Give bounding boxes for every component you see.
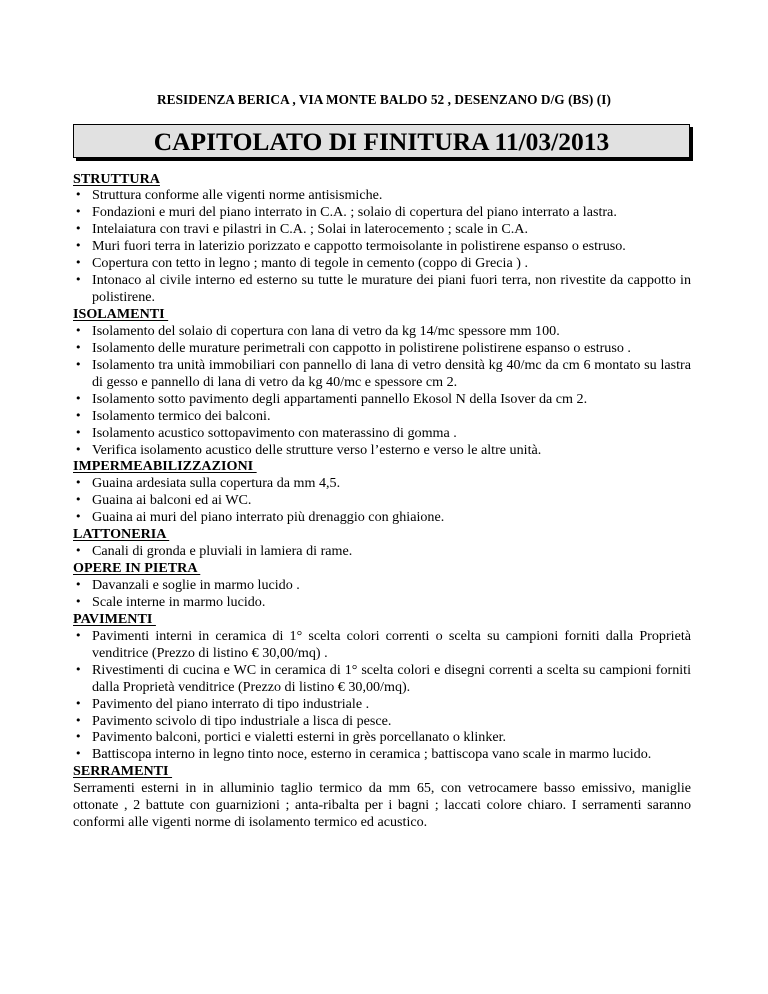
section-list-opere-in-pietra — [73, 577, 691, 611]
section-heading-impermeabilizzazioni: IMPERMEABILIZZAZIONI — [73, 458, 257, 475]
list-item: • Guaina ardesiata sulla copertura da mm 4,5. — [73, 475, 691, 492]
list-item: • Davanzali e soglie in marmo lucido . — [73, 577, 691, 594]
list-item: • Struttura conforme alle vigenti norme antisismiche. — [73, 187, 691, 204]
list-item: • Rivestimenti di cucina e WC in ceramica di 1° scelta colori e disegni correnti a scelta su campioni forniti dalla Proprietà venditrice (Prezzo di listino € 30,00/mq). — [73, 662, 691, 696]
list-item: • Isolamento sotto pavimento degli appartamenti pannello Ekosol N della Isover da cm 2. — [73, 391, 691, 408]
list-item: • Guaina ai muri del piano interrato più drenaggio con ghiaione. — [73, 509, 691, 526]
section-heading-pavimenti: PAVIMENTI — [73, 610, 156, 627]
list-item: • Isolamento acustico sottopavimento con materassino di gomma . — [73, 425, 691, 442]
list-item: • Pavimento scivolo di tipo industriale a lisca di pesce. — [73, 713, 691, 730]
list-item: • Battiscopa interno in legno tinto noce, esterno in ceramica ; battiscopa vano scale in marmo lucido. — [73, 746, 691, 763]
list-item: • Verifica isolamento acustico delle strutture verso l’esterno e verso le altre unità. — [73, 442, 691, 459]
list-item: • Fondazioni e muri del piano interrato in C.A. ; solaio di copertura del piano interrato a lastra. — [73, 204, 691, 221]
section-heading-lattoneria: LATTONERIA — [73, 526, 170, 543]
list-item: • Pavimenti interni in ceramica di 1° scelta colori correnti o scelta su campioni forniti dalla Proprietà venditrice (Prezzo di listino € 30,00/mq) . — [73, 628, 691, 662]
list-item: • Pavimento balconi, portici e vialetti esterni in grès porcellanato o klinker. — [73, 729, 691, 746]
list-item: • Canali di gronda e pluviali in lamiera di rame. — [73, 543, 691, 560]
list-item: • Muri fuori terra in laterizio porizzato e cappotto termoisolante in polistirene espanso o estruso. — [73, 238, 691, 255]
list-item: • Intonaco al civile interno ed esterno su tutte le murature dei piani fuori terra, non rivestite da cappotto in polistirene. — [73, 272, 691, 306]
section-list-lattoneria — [73, 543, 691, 560]
list-item: • Copertura con tetto in legno ; manto di tegole in cemento (coppo di Grecia ) . — [73, 255, 691, 272]
list-item: • Isolamento termico dei balconi. — [73, 408, 691, 425]
section-heading-serramenti: SERRAMENTI — [73, 763, 173, 780]
document-header: RESIDENZA BERICA , VIA MONTE BALDO 52 , DESENZANO D/G (BS) (I) — [157, 92, 611, 107]
section-list-pavimenti — [73, 628, 691, 764]
document-body — [73, 171, 691, 832]
list-item: • Isolamento tra unità immobiliari con pannello di lana di vetro densità kg 40/mc da cm 6 montato su lastra di gesso e pannello di lana di vetro da kg 40/mc e spessore cm 2. — [73, 357, 691, 391]
document-title: CAPITOLATO DI FINITURA 11/03/2013 — [73, 124, 690, 158]
section-heading-struttura: STRUTTURA — [73, 170, 160, 187]
section-list-struttura — [73, 187, 691, 306]
list-item: • Pavimento del piano interrato di tipo industriale . — [73, 696, 691, 713]
section-heading-opere-in-pietra: OPERE IN PIETRA — [73, 560, 201, 577]
section-heading-isolamenti: ISOLAMENTI — [73, 306, 169, 322]
section-list-impermeabilizzazioni — [73, 475, 691, 526]
list-item: • Scale interne in marmo lucido. — [73, 594, 691, 611]
list-item: • Intelaiatura con travi e pilastri in C.A. ; Solai in laterocemento ; scale in C.A. — [73, 221, 691, 238]
section-paragraph-serramenti: Serramenti esterni in in alluminio taglio termico da mm 65, con vetrocamere basso emissivo, maniglie ottonate , 2 battute con guarnizioni ; anta-ribalta per i bagni ; laccati colore chiaro. I serramenti saranno conformi alle vigenti norme di isolamento termico ed acustico. — [73, 780, 691, 831]
section-list-isolamenti — [73, 323, 691, 459]
list-item: • Isolamento del solaio di copertura con lana di vetro da kg 14/mc spessore mm 100. — [73, 323, 691, 340]
list-item: • Isolamento delle murature perimetrali con cappotto in polistirene polistirene espanso o estruso . — [73, 340, 691, 357]
list-item: • Guaina ai balconi ed ai WC. — [73, 492, 691, 509]
